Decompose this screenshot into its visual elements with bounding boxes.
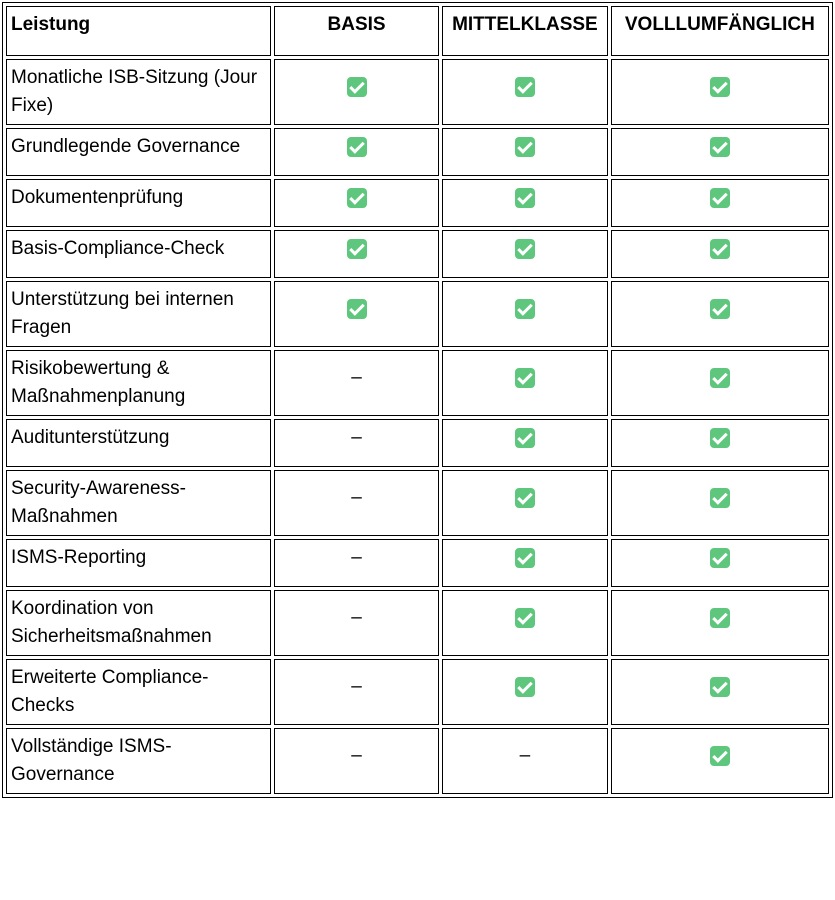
not-included-dash: – [351,427,362,448]
cell-basis [274,728,439,794]
table-row [6,728,829,794]
cell-basis [274,350,439,416]
check-box-icon [710,188,730,208]
check-box-icon [515,608,535,628]
check-box-icon [515,488,535,508]
cell-basis [274,419,439,467]
feature-label: Vollständige ISMS-Governance [6,728,271,794]
cell-voll [611,470,829,536]
check-box-icon [710,368,730,388]
cell-basis [274,539,439,587]
cell-mittel [442,128,608,176]
cell-mittel [442,281,608,347]
check-box-icon [710,608,730,628]
service-comparison-table [2,2,833,798]
check-box-icon [710,239,730,259]
check-box-icon [515,428,535,448]
feature-label: Monatliche ISB-Sitzung (Jour Fixe) [6,59,271,125]
cell-mittel [442,179,608,227]
check-box-icon [515,368,535,388]
feature-label: Koordination von Sicherheitsmaßnahmen [6,590,271,656]
not-included-dash: – [351,547,362,568]
table-row [6,350,829,416]
not-included-dash: – [351,367,362,388]
check-box-icon [515,548,535,568]
cell-mittel [442,539,608,587]
check-box-icon [710,299,730,319]
cell-mittel [442,59,608,125]
check-box-icon [515,77,535,97]
cell-basis [274,281,439,347]
check-box-icon [710,488,730,508]
cell-voll [611,179,829,227]
check-box-icon [515,299,535,319]
cell-voll [611,230,829,278]
feature-label: Risikobewertung & Maßnahmenplanung [6,350,271,416]
table-row [6,470,829,536]
header-basis: BASIS [274,6,439,56]
not-included-dash: – [351,745,362,766]
table-row [6,179,829,227]
check-box-icon [710,137,730,157]
check-box-icon [515,137,535,157]
check-box-icon [515,677,535,697]
feature-label: Grundlegende Governance [6,128,271,176]
cell-voll [611,281,829,347]
table-row [6,590,829,656]
cell-mittel [442,590,608,656]
table-row [6,419,829,467]
header-leistung: Leistung [6,6,271,56]
check-box-icon [710,77,730,97]
check-box-icon [710,746,730,766]
table-row [6,59,829,125]
check-box-icon [347,239,367,259]
cell-voll [611,659,829,725]
table-row [6,539,829,587]
cell-mittel [442,470,608,536]
cell-mittel [442,350,608,416]
feature-label: Dokumentenprüfung [6,179,271,227]
cell-voll [611,728,829,794]
check-box-icon [347,299,367,319]
cell-voll [611,539,829,587]
cell-basis [274,128,439,176]
table-row [6,230,829,278]
table-row [6,659,829,725]
cell-basis [274,590,439,656]
feature-label: Erweiterte Compliance-Checks [6,659,271,725]
check-box-icon [515,188,535,208]
feature-label: Security-Awareness-Maßnahmen [6,470,271,536]
check-box-icon [347,137,367,157]
cell-voll [611,419,829,467]
cell-basis [274,179,439,227]
cell-basis [274,470,439,536]
cell-mittel [442,659,608,725]
cell-basis [274,230,439,278]
not-included-dash: – [351,607,362,628]
check-box-icon [710,428,730,448]
feature-label: ISMS-Reporting [6,539,271,587]
cell-voll [611,590,829,656]
header-mittelklasse: MITTELKLASSE [442,6,608,56]
cell-mittel [442,230,608,278]
cell-mittel [442,728,608,794]
cell-mittel [442,419,608,467]
feature-label: Basis-Compliance-Check [6,230,271,278]
table-row [6,128,829,176]
not-included-dash: – [351,487,362,508]
check-box-icon [710,548,730,568]
not-included-dash: – [519,745,531,766]
cell-voll [611,350,829,416]
table-row [6,281,829,347]
feature-label: Unterstützung bei internen Fragen [6,281,271,347]
table-body [6,59,829,794]
check-box-icon [710,677,730,697]
feature-label: Auditunterstützung [6,419,271,467]
cell-voll [611,128,829,176]
cell-voll [611,59,829,125]
table-header-row [6,6,829,56]
check-box-icon [515,239,535,259]
header-vollumfaenglich: VOLLLUMFÄNGLICH [611,6,829,56]
cell-basis [274,59,439,125]
not-included-dash: – [351,676,362,697]
check-box-icon [347,188,367,208]
check-box-icon [347,77,367,97]
cell-basis [274,659,439,725]
